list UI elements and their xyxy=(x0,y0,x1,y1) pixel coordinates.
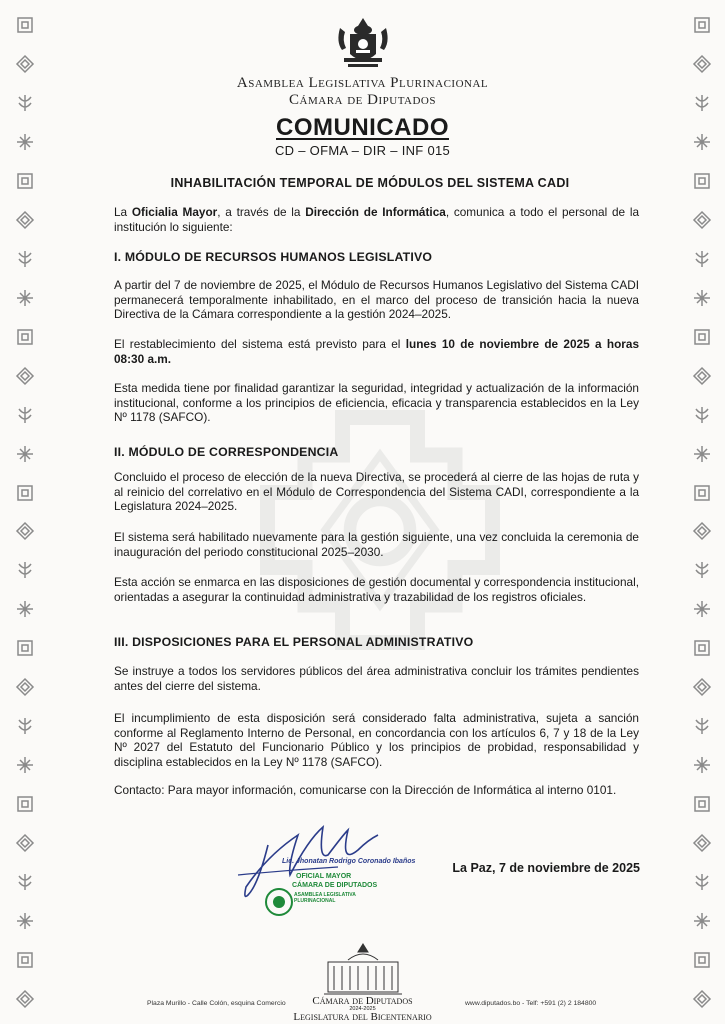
border-motif-icon xyxy=(15,210,35,230)
border-motif-icon xyxy=(15,755,35,775)
section-1-p2-text: El restablecimiento del sistema está previsto para el xyxy=(114,337,406,351)
border-motif-icon xyxy=(15,405,35,425)
border-motif-icon xyxy=(15,716,35,736)
intro-paragraph xyxy=(114,205,639,234)
footer-legislature: Legislatura del Bicentenario xyxy=(293,1011,432,1023)
document-subject: INHABILITACIÓN TEMPORAL DE MÓDULOS DEL SISTEMA CADI xyxy=(170,176,570,190)
border-motif-icon xyxy=(15,483,35,503)
intro-bold-2: Dirección de Informática xyxy=(305,205,446,219)
border-motif-icon xyxy=(15,288,35,308)
border-motif-icon xyxy=(15,15,35,35)
border-motif-icon xyxy=(692,15,712,35)
border-motif-icon xyxy=(692,755,712,775)
border-motif-icon xyxy=(692,599,712,619)
border-motif-icon xyxy=(15,171,35,191)
border-motif-icon xyxy=(692,677,712,697)
document-title: COMUNICADO xyxy=(276,114,449,141)
border-motif-icon xyxy=(692,249,712,269)
intro-text-2: , a través de la xyxy=(217,205,306,219)
signatory-name: Lic. Jhonatan Rodrigo Coronado Ibaños xyxy=(282,858,416,865)
border-motif-icon xyxy=(15,677,35,697)
border-motif-icon xyxy=(692,872,712,892)
border-motif-icon xyxy=(692,950,712,970)
stamp-line-2: CÁMARA DE DIPUTADOS xyxy=(292,882,378,889)
document-code: CD – OFMA – DIR – INF 015 xyxy=(274,143,451,158)
border-motif-icon xyxy=(692,560,712,580)
border-motif-icon xyxy=(692,54,712,74)
section-1-paragraph-1: A partir del 7 de noviembre de 2025, el Módulo de Recursos Humanos Legislativo del Sistema CADI permanecerá temporalmente inhabilitado, en el marco del proceso de transición hacia la nueva Directiva de la Cámara correspondiente a la gestión 2024–2025. xyxy=(114,278,639,321)
section-3-heading: III. DISPOSICIONES PARA EL PERSONAL ADMINISTRATIVO xyxy=(114,635,474,649)
border-motif-icon xyxy=(692,521,712,541)
document-date: La Paz, 7 de noviembre de 2025 xyxy=(452,861,640,875)
border-motif-icon xyxy=(692,483,712,503)
border-motif-icon xyxy=(692,327,712,347)
official-stamp xyxy=(264,873,394,919)
section-2-paragraph-3: Esta acción se enmarca en las disposiciones de gestión documental y correspondencia institucional, orientadas a asegurar la continuidad administrativa y trazabilidad de los registros oficiales. xyxy=(114,575,639,604)
border-motif-icon xyxy=(15,327,35,347)
section-2-paragraph-2: El sistema será habilitado nuevamente para la gestión siguiente, una vez concluida la ceremonia de inauguración del periodo constitucional 2025–2030. xyxy=(114,530,639,559)
border-motif-icon xyxy=(692,833,712,853)
section-3-paragraph-2: El incumplimiento de esta disposición será considerado falta administrativa, sujeta a sanción conforme al Reglamento Interno de Personal, en concordancia con los artículos 6, 7 y 18 de la Ley Nº 2027 del Estatuto del Funcionario Público y los principios de probidad, responsabilidad y disciplina establecidos en la Ley Nº 1178 (SAFCO). xyxy=(114,711,639,769)
border-motif-icon xyxy=(15,521,35,541)
section-1-paragraph-2 xyxy=(114,337,639,366)
border-motif-icon xyxy=(15,444,35,464)
border-motif-icon xyxy=(15,54,35,74)
stamp-line-3: ASAMBLEA LEGISLATIVA PLURINACIONAL xyxy=(294,892,356,904)
intro-bold-1: Oficialia Mayor xyxy=(131,205,218,219)
border-motif-icon xyxy=(15,249,35,269)
footer-contact: www.diputados.bo - Telf: +591 (2) 2 184800 xyxy=(465,1000,597,1007)
border-motif-icon xyxy=(692,444,712,464)
border-motif-icon xyxy=(15,911,35,931)
contact-line: Contacto: Para mayor información, comunicarse con la Dirección de Informática al interno 0101. xyxy=(114,783,617,797)
institution-line-2: Cámara de Diputados xyxy=(289,92,436,108)
stamp-line-1: OFICIAL MAYOR xyxy=(296,873,352,880)
border-motif-icon xyxy=(692,288,712,308)
border-motif-icon xyxy=(15,950,35,970)
border-motif-icon xyxy=(692,405,712,425)
intro-text-3: , comunica a todo el personal de la institución lo siguiente: xyxy=(114,205,640,234)
border-motif-icon xyxy=(15,560,35,580)
section-1-p2-bold: lunes 10 de noviembre de 2025 a horas 08:30 a.m. xyxy=(114,337,640,366)
coat-of-arms-icon xyxy=(332,14,394,76)
section-1-heading: I. MÓDULO DE RECURSOS HUMANOS LEGISLATIVO xyxy=(114,250,433,264)
footer-institution: Cámara de Diputados xyxy=(312,995,413,1007)
border-motif-icon xyxy=(692,911,712,931)
border-motif-icon xyxy=(15,599,35,619)
border-motif-icon xyxy=(692,210,712,230)
border-motif-icon xyxy=(15,872,35,892)
intro-text-1: La xyxy=(114,205,132,219)
border-motif-icon xyxy=(15,638,35,658)
border-motif-icon xyxy=(692,638,712,658)
institution-line-1: Asamblea Legislativa Plurinacional xyxy=(236,75,489,91)
section-1-paragraph-3: Esta medida tiene por finalidad garantizar la seguridad, integridad y actualización de la información institucional, conforme a los principios de eficiencia, eficacia y transparencia establecidos en la Ley Nº 1178 (SAFCO). xyxy=(114,381,639,424)
border-motif-icon xyxy=(15,794,35,814)
border-motif-icon xyxy=(692,716,712,736)
section-2-heading: II. MÓDULO DE CORRESPONDENCIA xyxy=(114,445,339,459)
chamber-building-icon xyxy=(318,938,408,998)
border-motif-icon xyxy=(692,366,712,386)
footer-address: Plaza Murillo - Calle Colón, esquina Comercio xyxy=(147,1000,286,1007)
section-2-paragraph-1: Concluido el proceso de elección de la nueva Directiva, se procederá al cierre de las hojas de ruta y al reinicio del correlativo en el Módulo de Correspondencia del Sistema CADI, correspondiente a la Legislatura 2024–2025. xyxy=(114,470,639,513)
border-motif-icon xyxy=(692,171,712,191)
border-motif-icon xyxy=(15,833,35,853)
footer-years: 2024-2025 xyxy=(349,1006,376,1012)
border-motif-icon xyxy=(15,366,35,386)
section-3-paragraph-1: Se instruye a todos los servidores públicos del área administrativa concluir los trámites pendientes antes del cierre del sistema. xyxy=(114,664,639,693)
stamp-seal-icon xyxy=(264,887,294,917)
border-motif-icon xyxy=(692,794,712,814)
